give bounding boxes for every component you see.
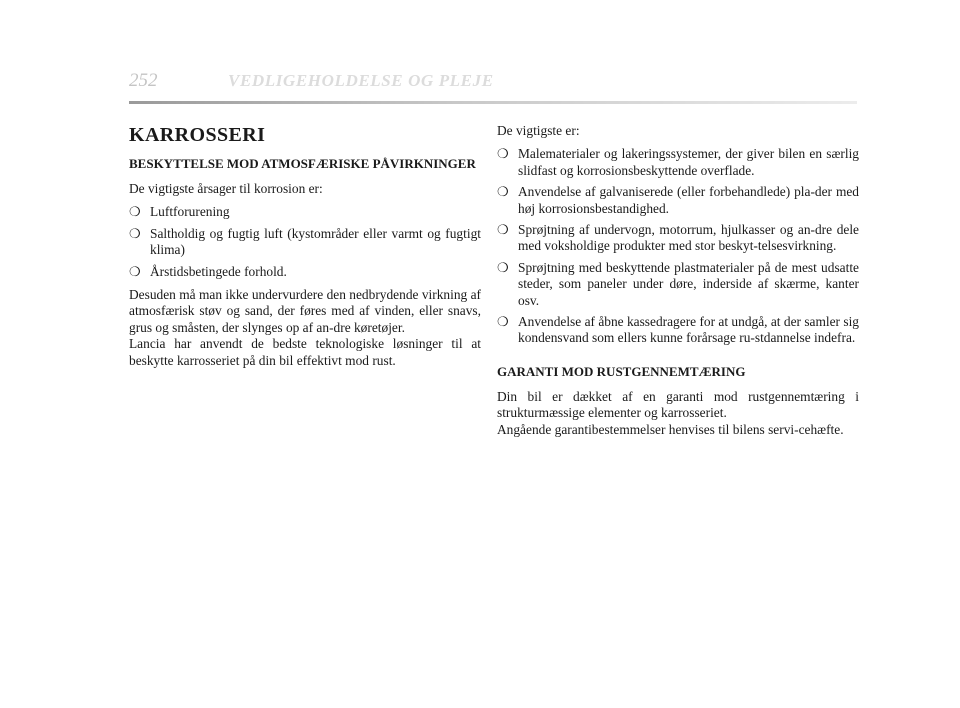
- body-paragraph: Din bil er dækket af en garanti mod rustgennemtæring i strukturmæssige elementer og karrosseriet.: [497, 388, 859, 421]
- bullet-icon: ❍: [129, 204, 141, 220]
- list-item: [129, 204, 481, 220]
- list-item-text: Luftforurening: [150, 204, 230, 220]
- measures-list: [497, 146, 859, 346]
- list-item-text: Anvendelse af galvaniserede (eller forbehandlede) pla-der med høj korrosionsbestandighed.: [518, 184, 859, 216]
- list-item: [497, 314, 859, 347]
- section-subtitle: BESKYTTELSE MOD ATMOSFÆRISKE PÅVIRKNINGER: [129, 156, 476, 171]
- list-item-text: Malematerialer og lakeringssystemer, der giver bilen en særlig slidfast og korrosionsbeskyttende overflade.: [518, 146, 859, 178]
- body-paragraph: Angående garantibestemmelser henvises til bilens servi-cehæfte.: [497, 421, 844, 437]
- body-text-block: [129, 287, 481, 369]
- section-title: KARROSSERI: [129, 124, 266, 146]
- bullet-icon: ❍: [129, 225, 141, 241]
- list-item: [497, 260, 859, 309]
- bullet-icon: ❍: [497, 146, 509, 162]
- list-item: [497, 222, 859, 255]
- header-rule: [129, 101, 857, 104]
- page-header: [129, 68, 857, 108]
- bullet-icon: ❍: [129, 263, 141, 279]
- list-item-text: Anvendelse af åbne kassedragere for at undgå, at der samler sig kondensvand som ellers kunne forårsage ru-stdannelse indefra.: [518, 314, 859, 346]
- list-item: [497, 146, 859, 179]
- list-item-text: Sprøjtning af undervogn, motorrum, hjulkasser og an-dre dele med voksholdige produkter med stor beskyt-telsesvirkning.: [518, 222, 859, 254]
- page-number: 252: [129, 70, 158, 91]
- list-item-text: Sprøjtning med beskyttende plastmaterialer på de mest udsatte steder, som paneler under døre, inderside af skærme, kanter osv.: [518, 259, 859, 308]
- list-item: [129, 226, 481, 259]
- causes-list: [129, 204, 481, 280]
- body-paragraph: Lancia har anvendt de bedste teknologiske løsninger til at beskytte karrosseriet på din bil effektivt mod rust.: [129, 336, 481, 368]
- causes-intro: De vigtigste årsager til korrosion er:: [129, 181, 323, 196]
- measures-intro: De vigtigste er:: [497, 123, 580, 138]
- list-item-text: Saltholdig og fugtig luft (kystområder eller varmt og fugtigt klima): [150, 225, 481, 258]
- bullet-icon: ❍: [497, 222, 509, 238]
- warranty-subtitle: GARANTI MOD RUSTGENNEMTÆRING: [497, 363, 746, 379]
- bullet-icon: ❍: [497, 314, 509, 330]
- spacer: [497, 354, 859, 364]
- left-column: [129, 123, 481, 369]
- bullet-icon: ❍: [497, 259, 509, 275]
- list-item-text: Årstidsbetingede forhold.: [150, 263, 287, 279]
- bullet-icon: ❍: [497, 184, 509, 200]
- right-column: [497, 123, 859, 438]
- list-item: [129, 264, 481, 280]
- warranty-text-block: [497, 389, 859, 438]
- list-item: [497, 184, 859, 217]
- running-title: VEDLIGEHOLDELSE OG PLEJE: [228, 71, 494, 90]
- body-paragraph: Desuden må man ikke undervurdere den nedbrydende virkning af atmosfærisk støv og sand, der føres med af vinden, eller snavs, grus og småsten, der slynges op af an-dre køretøjer.: [129, 287, 481, 335]
